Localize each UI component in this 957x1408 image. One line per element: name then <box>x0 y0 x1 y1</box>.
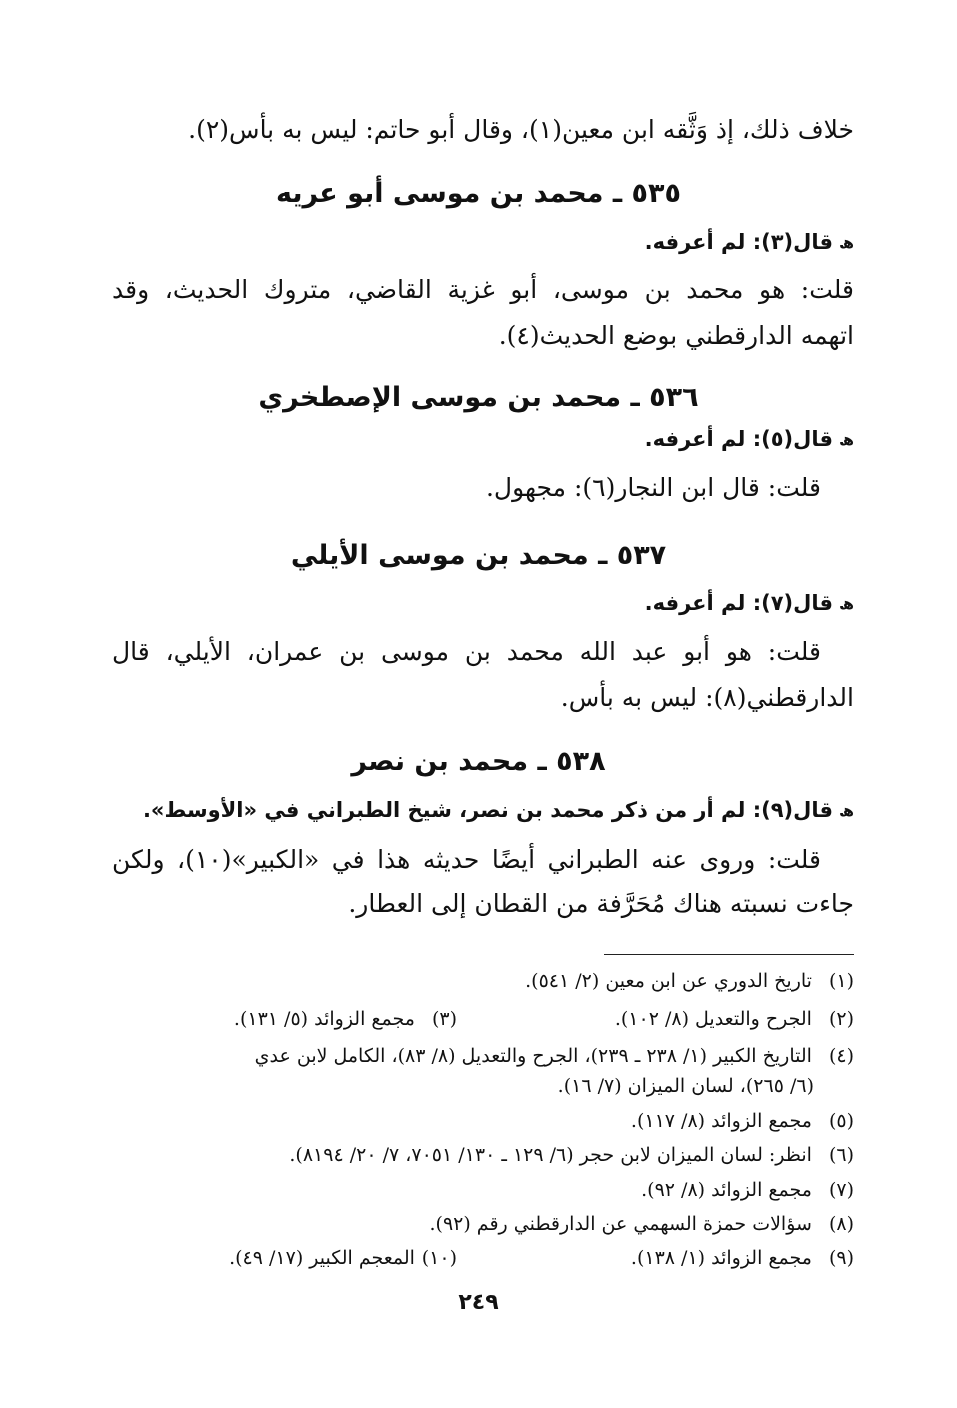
footnote-1 <box>525 966 854 996</box>
paragraph-marker-icon: ﮪ <box>839 801 854 820</box>
paragraph-marker-icon: ﮪ <box>839 233 854 252</box>
footnote-number: (٥) <box>828 1110 854 1132</box>
qult-line-538-a: قلت: وروى عنه الطبراني أيضًا حديثه هذا في «الكبير»(١٠)، ولكن <box>112 845 822 874</box>
qal-text: قال(٧): لم أعرفه. <box>644 591 833 615</box>
entry-heading-538: ٥٣٨ ـ محمد بن نصر <box>351 746 606 777</box>
qult-line-537-a: قلت: هو أبو عبد الله محمد بن موسى بن عمران، الأيلي، قال <box>112 637 821 666</box>
qal-line-538 <box>143 793 854 828</box>
footnote-text: مجمع الزوائد (١/ ١٣٨). <box>630 1247 812 1269</box>
footnote-text: مجمع الزوائد (٨/ ٩٢). <box>641 1179 812 1201</box>
qult-line-538-b: جاءت نسبته هناك مُحَرَّفة من القطان إلى العطار. <box>348 889 854 918</box>
paragraph-marker-icon: ﮪ <box>839 430 854 449</box>
footnote-4-continued <box>558 1071 814 1101</box>
qal-line-537 <box>645 586 854 621</box>
footnote-number: (٦) <box>828 1144 854 1166</box>
qal-text: قال(٥): لم أعرفه. <box>644 427 833 451</box>
footnote-number: (١٠) <box>421 1247 457 1269</box>
footnote-4 <box>255 1041 854 1071</box>
qult-line-536: قلت: قال ابن النجار(٦): مجهول. <box>485 473 821 502</box>
qult-line-537-b: الدارقطني(٨): ليس به بأس. <box>560 683 854 712</box>
footnote-text: المعجم الكبير (١٧/ ٤٩). <box>229 1247 415 1269</box>
footnote-10 <box>229 1243 457 1273</box>
footnote-number: (١) <box>828 970 854 992</box>
footnote-3 <box>234 1004 457 1034</box>
entry-heading-537: ٥٣٧ ـ محمد بن موسى الأيلي <box>290 540 667 571</box>
footnote-9 <box>631 1243 854 1273</box>
footnote-number: (٩) <box>828 1247 854 1269</box>
footnote-text: سؤالات حمزة السهمي عن الدارقطني رقم (٩٢). <box>429 1213 812 1235</box>
footnote-separator <box>604 954 854 955</box>
footnote-7 <box>641 1175 854 1205</box>
footnote-number: (٢) <box>828 1008 854 1030</box>
qal-line-535 <box>645 225 854 260</box>
footnote-6 <box>289 1140 854 1170</box>
qult-line-535-b: اتهمه الدارقطني بوضع الحديث(٤). <box>498 321 854 350</box>
qal-line-536 <box>645 422 854 457</box>
footnote-number: (٧) <box>828 1179 854 1201</box>
footnote-text: الجرح والتعديل (٨/ ١٠٢). <box>614 1008 812 1030</box>
paragraph-marker-icon: ﮪ <box>839 594 854 613</box>
qal-text: قال(٩): لم أر من ذكر محمد بن نصر، شيخ الطبراني في «الأوسط». <box>142 798 833 822</box>
qal-text: قال(٣): لم أعرفه. <box>644 230 833 254</box>
entry-heading-536: ٥٣٦ ـ محمد بن موسى الإصطخري <box>258 382 699 413</box>
footnote-5 <box>631 1106 854 1136</box>
footnote-2 <box>615 1004 854 1034</box>
footnote-text: مجمع الزوائد (٨/ ١١٧). <box>630 1110 812 1132</box>
entry-heading-535: ٥٣٥ ـ محمد بن موسى أبو عريه <box>276 178 681 209</box>
footnote-text: التاريخ الكبير (١/ ٢٣٨ ـ ٢٣٩)، الجرح والتعديل (٨/ ٨٣)، الكامل لابن عدي <box>254 1045 812 1067</box>
footnote-text: انظر: لسان الميزان لابن حجر (٦/ ١٢٩ ـ ١٣٠/ ٧٠٥١، ٧/ ٢٠/ ٨١٩٤). <box>289 1144 812 1166</box>
footnote-text: (٦/ ٢٦٥)، لسان الميزان (٧/ ١٦). <box>557 1075 814 1097</box>
page-number: ٢٤٩ <box>458 1290 499 1315</box>
footnote-8 <box>429 1209 854 1239</box>
footnote-number: (٤) <box>828 1045 854 1067</box>
qult-line-535-a: قلت: هو محمد بن موسى، أبو غزية القاضي، متروك الحديث، وقد <box>112 275 854 304</box>
footnote-number: (٨) <box>828 1213 854 1235</box>
footnote-number: (٣) <box>431 1008 457 1030</box>
footnote-text: مجمع الزوائد (٥/ ١٣١). <box>233 1008 415 1030</box>
footnote-text: تاريخ الدوري عن ابن معين (٢/ ٥٤١). <box>525 970 812 992</box>
intro-line: خلاف ذلك، إذ وَثَّقه ابن معين(١)، وقال أبو حاتم: ليس به بأس(٢). <box>188 115 854 144</box>
